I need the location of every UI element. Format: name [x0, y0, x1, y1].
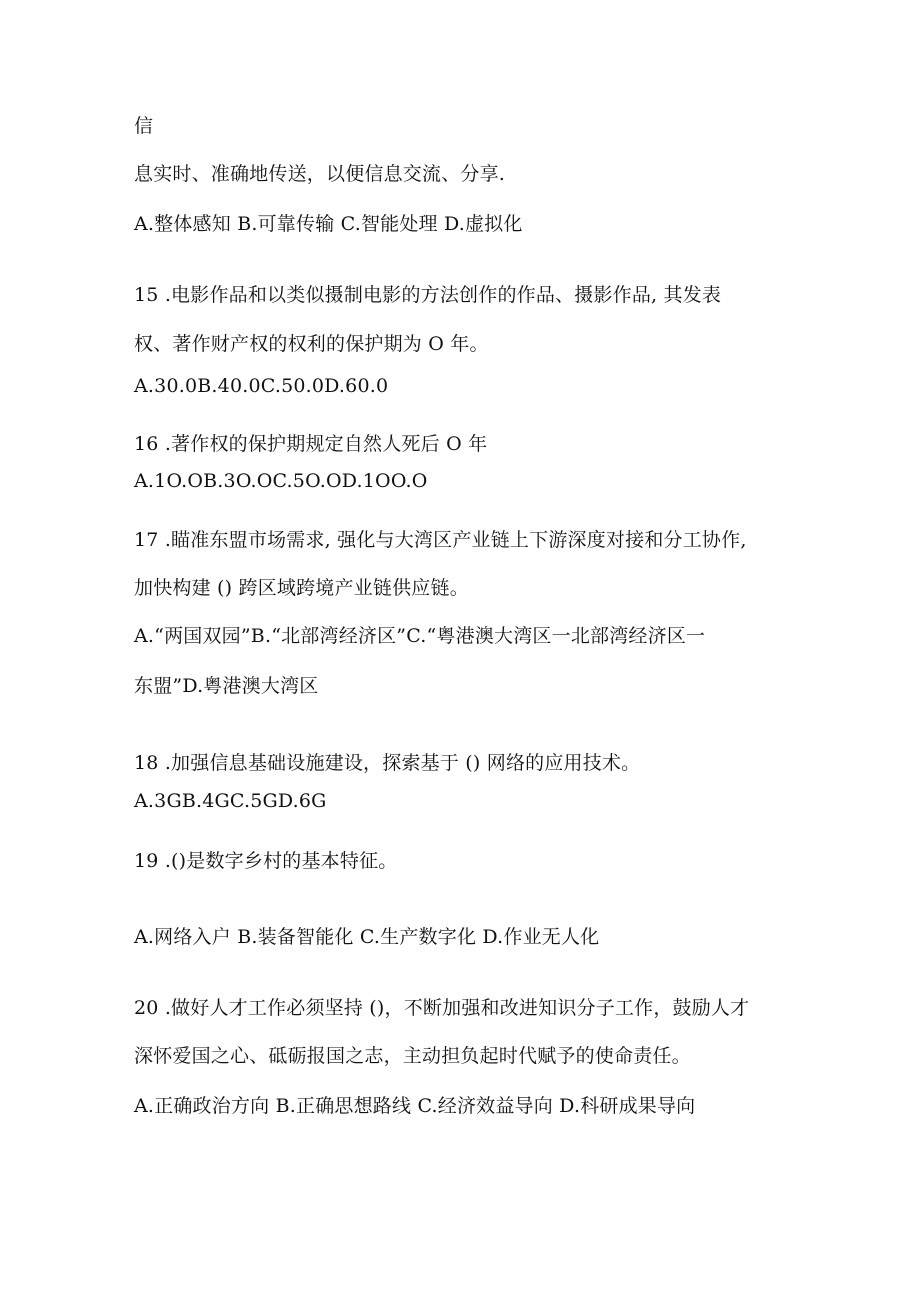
question-15-options: A.30.0B.40.0C.50.0D.60.0 — [134, 375, 389, 397]
question-20-line-2: 深怀爱国之心、砥砺报国之志，主动担负起时代赋予的使命责任。 — [134, 1045, 691, 1067]
question-17-options-1: A.“两国双园”B.“北部湾经济区”C.“粤港澳大湾区一北部湾经济区一 — [134, 625, 706, 647]
question-17-options-2: 东盟”D.粤港澳大湾区 — [134, 675, 319, 697]
question-19-options: A.网络入户 B.装备智能化 C.生产数字化 D.作业无人化 — [134, 926, 600, 948]
question-20-options: A.正确政治方向 B.正确思想路线 C.经济效益导向 D.科研成果导向 — [134, 1095, 696, 1117]
text-line: 信 — [134, 115, 154, 137]
question-17-line-1: 17 .瞄准东盟市场需求, 强化与大湾区产业链上下游深度对接和分工协作, — [134, 529, 747, 551]
text-line: A.整体感知 B.可靠传输 C.智能处理 D.虚拟化 — [134, 213, 523, 235]
question-16-options: A.1O.OB.3O.OC.5O.OD.1OO.O — [134, 470, 428, 492]
question-18-options: A.3GB.4GC.5GD.6G — [134, 790, 327, 812]
question-19: 19 .()是数字乡村的基本特征。 — [134, 850, 398, 872]
question-20-line-1: 20 .做好人才工作必须坚持 ()，不断加强和改进知识分子工作，鼓励人才 — [134, 997, 750, 1019]
question-15-line-2: 权、著作财产权的权利的保护期为 O 年。 — [134, 333, 489, 355]
question-18: 18 .加强信息基础设施建设，探索基于 () 网络的应用技术。 — [134, 752, 641, 774]
question-17-line-2: 加快构建 () 跨区域跨境产业链供应链。 — [134, 577, 469, 599]
question-15-line-1: 15 .电影作品和以类似摄制电影的方法创作的作品、摄影作品, 其发表 — [134, 284, 722, 306]
question-16: 16 .著作权的保护期规定自然人死后 O 年 — [134, 433, 488, 455]
text-line: 息实时、准确地传送，以便信息交流、分享. — [134, 163, 506, 185]
